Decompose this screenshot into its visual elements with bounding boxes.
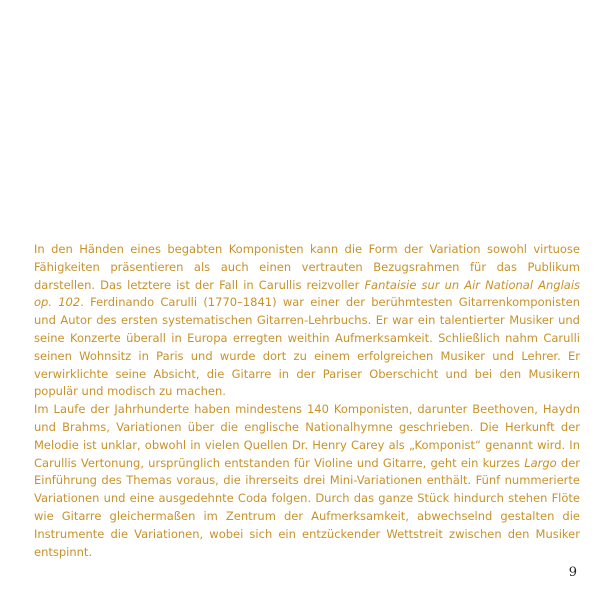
tempo-term: Largo [524,455,557,470]
text-segment: In den Händen eines begabten Komponisten kann die Form der Variation sowohl virtuose Fähigkeiten präsentieren als auch einen vertrauten Bezugsrahmen für das Publikum darstellen. Das letztere ist der Fall in Carullis reizvoller [34,242,580,292]
page-number: 9 [568,565,577,580]
text-segment: Im Laufe der Jahrhunderte haben mindestens 140 Komponisten, darunter Beethoven, Haydn und Brahms, Variationen über die englische Nationalhymne geschrieben. Die Herkunft der Melodie ist unklar, obwohl in vielen Quellen Dr. Henry Carey als „Komponist“ genannt wird. In Carullis Vertonung, ursprünglich entstanden für Violine und Gitarre, geht ein kurzes [34,402,580,470]
paragraph-anthem-variations [34,401,580,561]
text-segment: der Einführung des Themas voraus, die ihrerseits drei Mini-Variationen enthält. Fünf nummerierte Variationen und eine ausgedehnte Coda folgen. Durch das ganze Stück hindurch stehen Flöte wie Gitarre gleichermaßen im Zentrum der Aufmerksamkeit, abwechselnd gestalten die Instrumente die Variationen, wobei sich ein entzückender Wettstreit zwischen den Musiker entspinnt. [34,455,581,559]
body-text [34,241,580,561]
work-title: Fantaisie sur un Air National Anglais op. 102 [34,277,581,310]
text-segment: . Ferdinando Carulli (1770–1841) war einer der berühmtesten Gitarrenkomponisten und Autor des ersten systematischen Gitarren-Lehrbuchs. Er war ein talentierter Musiker und seine Konzerte überall in Europa erregten weithin Aufmerksamkeit. Schließlich nahm Carulli seinen Wohnsitz in Paris und wurde dort zu einem erfolgreichen Musiker und Lehrer. Er verwirklichte seine Absicht, die Gitarre in der Pariser Oberschicht und bei den Musikern populär und modisch zu machen. [34,295,580,399]
paragraph-carulli-intro [34,241,580,401]
